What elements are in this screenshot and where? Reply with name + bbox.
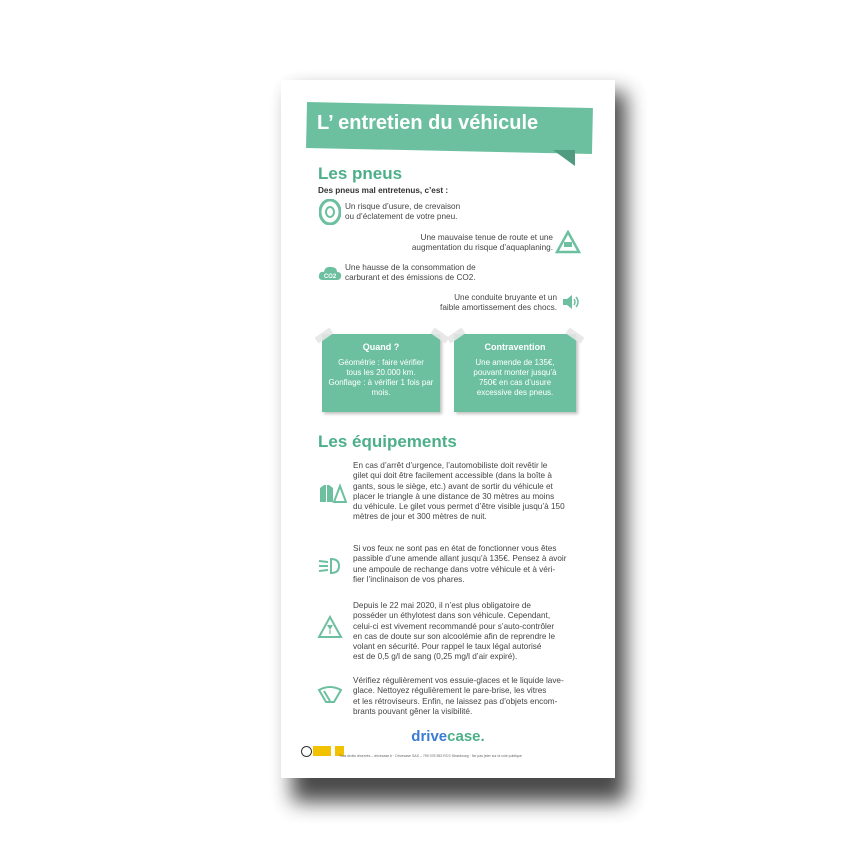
- windshield-wiper-icon: [317, 684, 343, 706]
- card-quand: Quand ? Géométrie : faire vérifier tous les 20.000 km. Gonflage : à vérifier 1 fois par mois.: [322, 334, 440, 412]
- aquaplaning-warning-icon: [555, 230, 581, 254]
- page-title: L’ entretien du véhicule: [317, 112, 539, 134]
- svg-text:CO2: CO2: [323, 274, 337, 280]
- pneus-item-1: Un risque d’usure, de crevaison ou d’éclatement de votre pneu.: [345, 202, 461, 222]
- flyer: [281, 80, 615, 778]
- recycle-icon: [301, 746, 312, 757]
- headlight-icon: [317, 556, 341, 576]
- pneus-intro: Des pneus mal entretenus, c’est :: [318, 186, 449, 195]
- tire-icon: [319, 199, 341, 225]
- banner-fold: [553, 150, 575, 166]
- section-title-equipements: Les équipements: [318, 432, 457, 451]
- equipement-item-4: Vérifiez régulièrement vos essuie-glaces et le liquide lave- glace. Nettoyez régulièrement le pare-brise, les vitres et les rétroviseurs. Enfin, ne laissez pas d’objets encom- brants pouvant gêner la visibilité.: [353, 676, 564, 716]
- pneus-item-3: Une hausse de la consommation de carburant et des émissions de CO2.: [345, 263, 476, 283]
- footer-text: Tous droits réservés – drivecase.fr · Drivecase SAS – 799 378 553 RCS Strasbourg · Ne pas jeter sur la voie publique: [339, 754, 522, 758]
- equipement-item-1: En cas d’arrêt d’urgence, l’automobiliste doit revêtir le gilet qui doit être facilement accessible (dans la boîte à gants, sous le siège, etc.) avant de sortir du véhicule et placer le triangle à une distance de 30 mètres au moins du véhicule. Le gilet vous permet d’être visible jusqu’à 150 mètres de jour et 300 mètres de nuit.: [353, 461, 565, 522]
- pneus-item-2: Une mauvaise tenue de route et une augmentation du risque d’aquaplaning.: [411, 233, 553, 253]
- co2-cloud-icon: [317, 262, 343, 284]
- vest-triangle-icon: [317, 482, 347, 504]
- alcohol-warning-icon: [317, 615, 343, 639]
- card-contravention: Contravention Une amende de 135€, pouvant monter jusqu’à 750€ en cas d’usure excessive des pneus.: [454, 334, 576, 412]
- equipement-item-2: Si vos feux ne sont pas en état de fonctionner vous êtes passible d’une amende allant jusqu’à 135€. Pensez à avoir une ampoule de rechange dans votre véhicule et à véri- fier l’inclinaison de vos phares.: [353, 544, 567, 584]
- speaker-icon: [561, 292, 581, 312]
- drivecase-logo: drivecase.: [411, 728, 485, 745]
- section-title-pneus: Les pneus: [318, 164, 403, 183]
- triman-icon: [313, 746, 331, 756]
- equipement-item-3: Depuis le 22 mai 2020, il n’est plus obligatoire de posséder un éthylotest dans son véhicule. Cependant, celui-ci est vivement recommandé pour s’auto-contrôler en cas de doute sur son alcoolémie afin de reprendre le volant en sécurité. Pour rappel le taux légal autorisé est de 0,5 g/l de sang (0,25 mg/l d’air expiré).: [353, 601, 556, 662]
- pneus-item-4: Une conduite bruyante et un faible amortissement des chocs.: [440, 293, 557, 313]
